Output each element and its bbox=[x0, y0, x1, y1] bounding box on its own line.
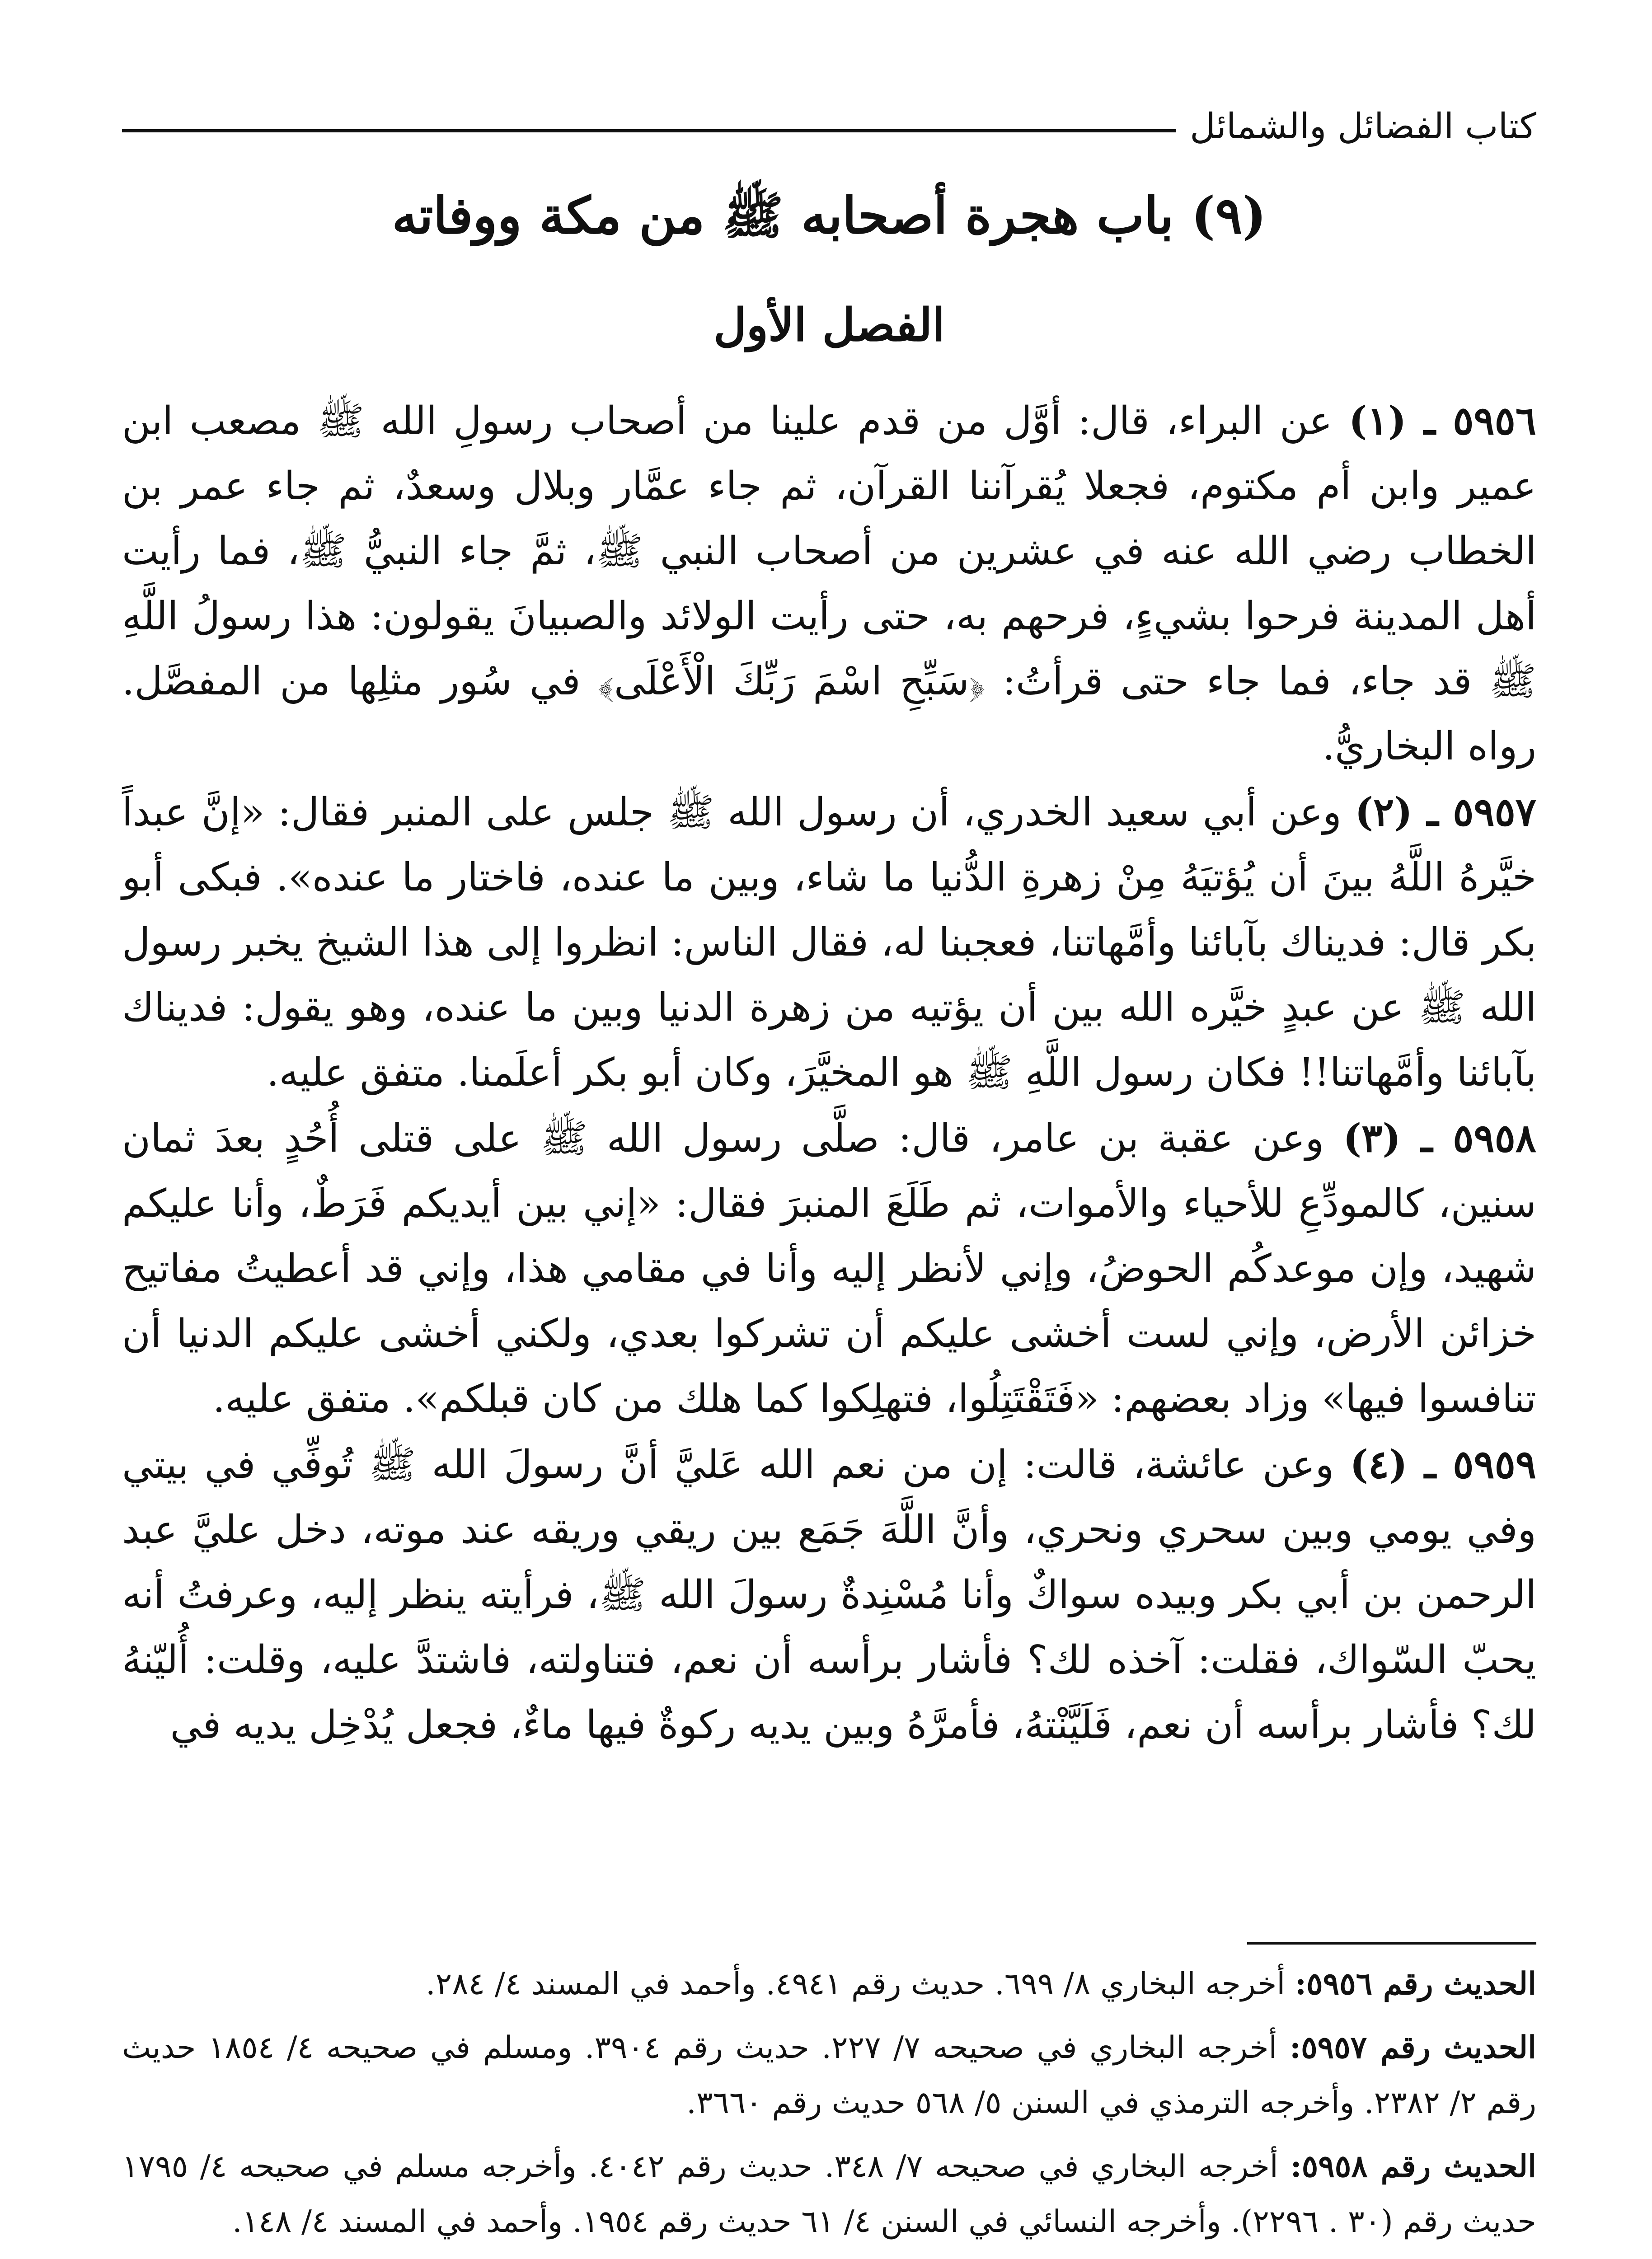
hadith-paragraph bbox=[122, 780, 1536, 1105]
running-title: كتاب الفضائل والشمائل bbox=[1190, 106, 1536, 147]
hadith-number: ٥٩٥٨ ـ (٣) bbox=[1343, 1115, 1536, 1161]
footnote-label: الحديث رقم ٥٩٥٧: bbox=[1289, 2029, 1536, 2066]
footnote-label: الحديث رقم ٥٩٥٦: bbox=[1295, 1966, 1536, 2002]
hadith-text: وعن عقبة بن عامر، قال: صلَّى رسول الله ﷺ على قتلى أُحُدٍ بعدَ ثمان سنين، كالمودِّعِ للأحياء والأموات، ثم طَلَعَ المنبرَ فقال: «إني بين أيديكم فَرَطٌ، وأنا عليكم شهيد، وإن موعدكُم الحوضُ، وإني لأنظر إليه وأنا في مقامي هذا، وإني قد أعطيتُ مفاتيح خزائن الأرض، وإني لست أخشى عليكم أن تشركوا بعدي، ولكني أخشى عليكم الدنيا أن تنافسوا فيها» وزاد بعضهم: «فَتَقْتَتِلُوا، فتهلِكوا كما هلك من كان قبلكم». متفق عليه. bbox=[122, 1116, 1537, 1421]
footnote-text: أخرجه البخاري في صحيحه ٧/ ٣٤٨. حديث رقم ٤٠٤٢. وأخرجه مسلم في صحيحه ٤/ ١٧٩٥ حديث رقم (٣٠ . ٢٢٩٦). وأخرجه النسائي في السنن ٤/ ٦١ حديث رقم ١٩٥٤. وأحمد في المسند ٤/ ١٤٨. bbox=[122, 2149, 1536, 2240]
hadith-number: ٥٩٥٦ ـ (١) bbox=[1348, 398, 1536, 444]
hadith-text: عن البراء، قال: أوَّل من قدم علينا من أصحاب رسولِ الله ﷺ مصعب ابن عمير وابن أم مكتوم، فجعلا يُقرآننا القرآن، ثم جاء عمَّار وبلال وسعدٌ، ثم جاء عمر بن الخطاب رضي الله عنه في عشرين من أصحاب النبي ﷺ، ثمَّ جاء النبيُّ ﷺ، فما رأيت أهل المدينة فرحوا بشيءٍ، فرحهم به، حتى رأيت الولائد والصبيانَ يقولون: هذا رسولُ اللَّهِ ﷺ قد جاء، فما جاء حتى قرأتُ: ﴿سَبِّحِ اسْمَ رَبِّكَ الْأَعْلَى﴾ في سُور مثلِها من المفصَّل. رواه البخاريُّ. bbox=[122, 398, 1536, 769]
footnote-label: الحديث رقم ٥٩٥٨: bbox=[1290, 2148, 1536, 2184]
running-header bbox=[122, 97, 1536, 156]
footnote-text: أخرجه البخاري في صحيحه ٧/ ٢٢٧. حديث رقم ٣٩٠٤. ومسلم في صحيحه ٤/ ١٨٥٤ حديث رقم ٢/ ٢٣٨٢. وأخرجه الترمذي في السنن ٥/ ٥٦٨ حديث رقم ٣٦٦٠. bbox=[122, 2030, 1536, 2121]
chapter-title: (٩) باب هجرة أصحابه ﷺ من مكة ووفاته bbox=[392, 186, 1267, 245]
hadith-paragraph bbox=[122, 1432, 1536, 1758]
footnote-text: أخرجه البخاري ٨/ ٦٩٩. حديث رقم ٤٩٤١. وأحمد في المسند ٤/ ٢٨٤. bbox=[426, 1966, 1286, 2002]
hadith-text: وعن عائشة، قالت: إن من نعم الله عَليَّ أنَّ رسولَ الله ﷺ تُوفِّي في بيتي وفي يومي وبين سحري ونحري، وأنَّ اللَّهَ جَمَع بين ريقي وريقه عند موته، دخل عليَّ عبد الرحمن بن أبي بكر وبيده سواكٌ وأنا مُسْنِدةٌ رسولَ الله ﷺ، فرأيته ينظر إليه، وعرفتُ أنه يحبّ السّواك، فقلت: آخذه لك؟ فأشار برأسه أن نعم، فتناولته، فاشتدَّ عليه، وقلت: أُليّنهُ لك؟ فأشار برأسه أن نعم، فَلَيَّنْتهُ، فأمرَّهُ وبين يديه ركوةٌ فيها ماءٌ، فجعل يُدْخِل يديه في bbox=[122, 1442, 1536, 1748]
header-rule bbox=[122, 129, 1176, 132]
footnote-item bbox=[122, 2020, 1536, 2131]
section-title: الفصل الأول bbox=[713, 298, 945, 352]
hadith-paragraph bbox=[122, 1106, 1536, 1431]
footnotes bbox=[122, 1956, 1536, 2259]
hadith-body bbox=[122, 389, 1536, 1758]
footnote-item bbox=[122, 1956, 1536, 2012]
hadith-paragraph bbox=[122, 389, 1536, 779]
hadith-number: ٥٩٥٧ ـ (٢) bbox=[1355, 789, 1536, 835]
footnote-divider bbox=[1247, 1942, 1536, 1945]
hadith-number: ٥٩٥٩ ـ (٤) bbox=[1350, 1442, 1536, 1487]
footnote-item bbox=[122, 2139, 1536, 2250]
hadith-text: وعن أبي سعيد الخدري، أن رسول الله ﷺ جلس على المنبر فقال: «إنَّ عبداً خيَّرهُ اللَّهُ بينَ أن يُؤتيَهُ مِنْ زهرةِ الدُّنيا ما شاء، وبين ما عنده، فاختار ما عنده». فبكى أبو بكر قال: فديناك بآبائنا وأمَّهاتنا، فعجبنا له، فقال الناس: انظروا إلى هذا الشيخ يخبر رسول الله ﷺ عن عبدٍ خيَّره الله بين أن يؤتيه من زهرة الدنيا وبين ما عنده، وهو يقول: فديناك بآبائنا وأمَّهاتنا!! فكان رسول اللَّهِ ﷺ هو المخيَّرَ، وكان أبو بكر أعلَمنا. متفق عليه. bbox=[122, 790, 1536, 1095]
